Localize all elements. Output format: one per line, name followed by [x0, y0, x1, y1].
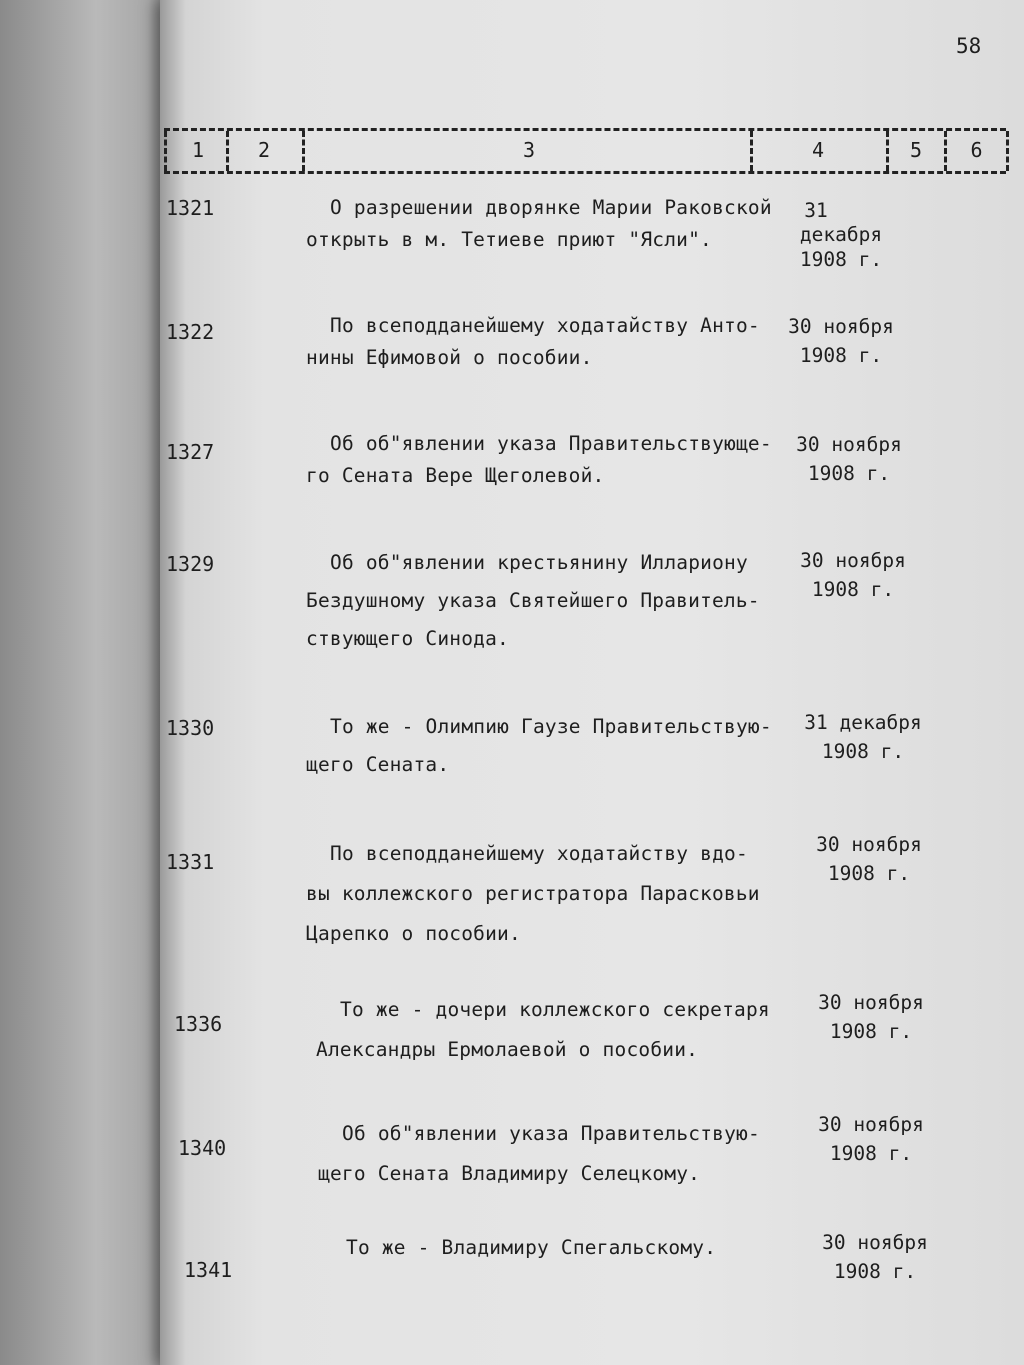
- entry-description: По всеподданейшему ходатайству вдо- вы коллежского регистратора Парасковьи Царепко о пособии.: [306, 842, 760, 945]
- header-col-4: 4: [750, 131, 883, 171]
- entry-description: То же - дочери коллежского секретаря Александры Ермолаевой о пособии.: [316, 998, 770, 1061]
- entry-description: То же - Владимиру Спегальскому.: [346, 1236, 717, 1259]
- entry-date: 30 ноября 1908 г.: [818, 991, 924, 1043]
- entry-date: 30 ноября 1908 г.: [818, 1113, 924, 1165]
- entry-description: Об об"явлении крестьянину Иллариону Бездушному указа Святейшего Правитель- ствующего Синода.: [306, 551, 760, 650]
- entry-description: О разрешении дворянке Марии Раковской открыть в м. Тетиеве приют "Ясли".: [306, 196, 772, 251]
- entry-number: 1340: [178, 1136, 227, 1160]
- header-col-3: 3: [302, 131, 753, 171]
- entry-number: 1330: [166, 716, 215, 740]
- entry-number: 1321: [166, 196, 215, 220]
- entry-date: 30 ноября 1908 г.: [800, 549, 906, 601]
- entry-number: 1327: [166, 440, 215, 464]
- entry-description: Об об"явлении указа Правительствую- щего Сената Владимиру Селецкому.: [318, 1122, 760, 1185]
- header-col-5: 5: [886, 131, 943, 171]
- entry-date: 31 декабря 1908 г.: [804, 711, 922, 763]
- document-page: [160, 0, 1024, 1365]
- entry-number: 1322: [166, 320, 215, 344]
- entry-description: Об об"явлении указа Правительствующе- го Сената Вере Щеголевой.: [306, 432, 772, 487]
- entry-date: 30 ноября 1908 г.: [816, 833, 922, 885]
- entry-number: 1331: [166, 850, 215, 874]
- header-col-6: 6: [944, 131, 1009, 171]
- table-header: [164, 128, 1006, 174]
- entry-date: 30 ноября 1908 г.: [796, 433, 902, 485]
- entry-description: По всеподданейшему ходатайству Анто- нины Ефимовой о пособии.: [306, 314, 760, 369]
- previous-page-edge: [0, 0, 175, 1365]
- header-col-2: 2: [226, 131, 299, 171]
- page-number: 58: [956, 34, 982, 58]
- entry-number: 1336: [174, 1012, 223, 1036]
- entry-description: То же - Олимпию Гаузе Правительствую- щего Сената.: [306, 715, 772, 776]
- entry-date: 30 ноября 1908 г.: [822, 1231, 928, 1283]
- header-col-1: 1: [164, 131, 229, 171]
- entry-date: 31 декабря 1908 г.: [799, 199, 883, 271]
- entry-number: 1329: [166, 552, 215, 576]
- entry-date: 30 ноября 1908 г.: [788, 315, 894, 367]
- entry-number: 1341: [184, 1258, 233, 1282]
